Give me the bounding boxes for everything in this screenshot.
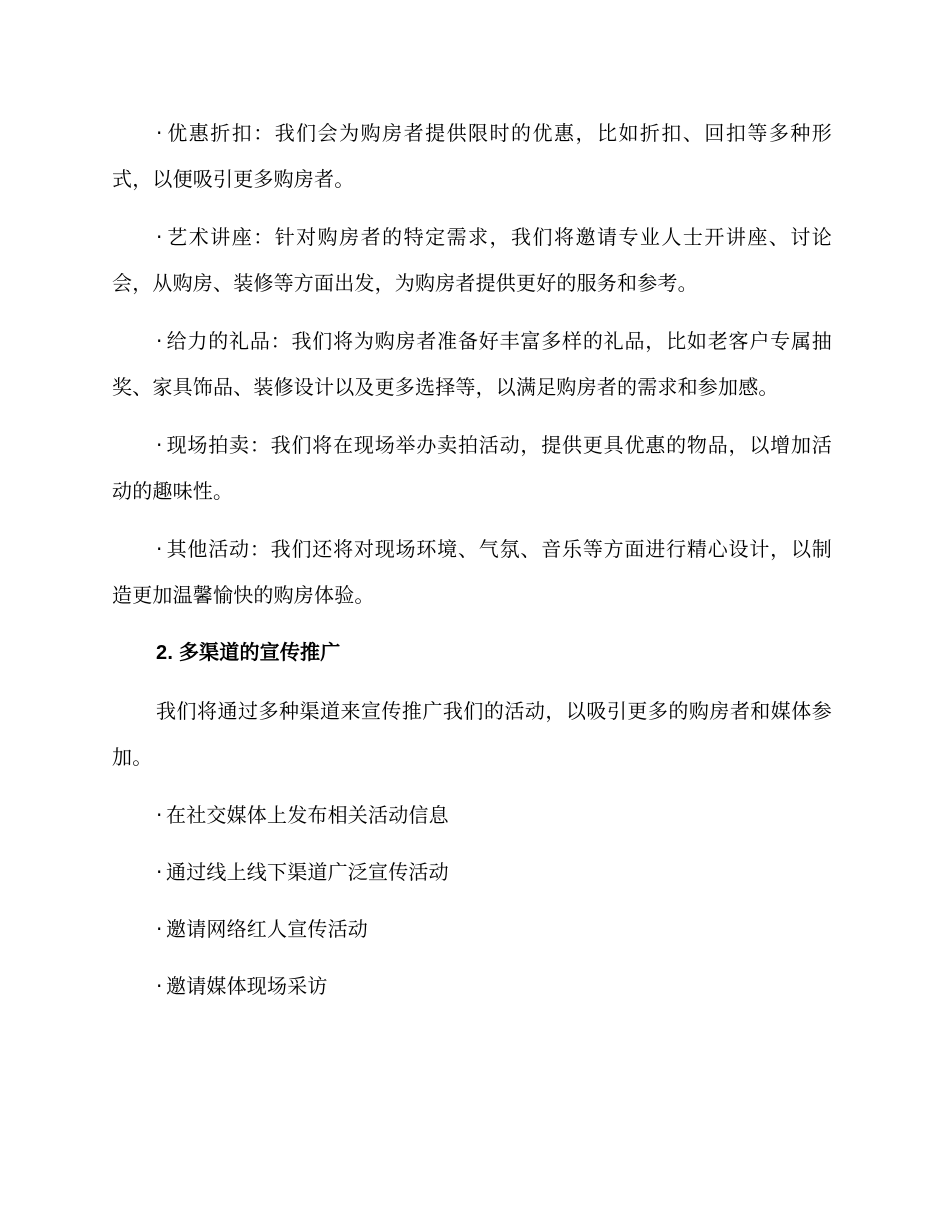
section-intro: 我们将通过多种渠道来宣传推广我们的活动，以吸引更多的购房者和媒体参加。 (112, 699, 832, 769)
bullet-dot: · (156, 917, 163, 941)
bullet-dot: · (156, 974, 163, 998)
section-title: 多渠道的宣传推广 (178, 642, 341, 664)
bullet-paragraph-discount (112, 110, 832, 202)
list-item-text: 邀请网络红人宣传活动 (166, 917, 368, 941)
bullet-dot: · (156, 329, 163, 353)
bullet-dot: · (156, 537, 163, 561)
bullet-dot: · (156, 433, 163, 457)
bullet-dot: · (156, 803, 163, 827)
list-item-text: 在社交媒体上发布相关活动信息 (166, 803, 449, 827)
bullet-paragraph-gifts (112, 318, 832, 410)
bullet-text: 艺术讲座：针对购房者的特定需求，我们将邀请专业人士开讲座、讨论会，从购房、装修等方面出发，为购房者提供更好的服务和参考。 (112, 225, 832, 295)
bullet-dot: · (156, 860, 163, 884)
section-number: 2. (156, 642, 174, 664)
bullet-paragraph-auction (112, 422, 832, 514)
bullet-text: 优惠折扣：我们会为购房者提供限时的优惠，比如折扣、回扣等多种形式，以便吸引更多购房者。 (112, 121, 832, 191)
bullet-text: 现场拍卖：我们将在现场举办卖拍活动，提供更具优惠的物品，以增加活动的趣味性。 (112, 433, 832, 503)
list-item-text: 通过线上线下渠道广泛宣传活动 (166, 860, 449, 884)
list-item (112, 963, 832, 1009)
section-heading (112, 630, 832, 676)
list-item-text: 邀请媒体现场采访 (166, 974, 328, 998)
bullet-paragraph-lecture (112, 214, 832, 306)
bullet-text: 其他活动：我们还将对现场环境、气氛、音乐等方面进行精心设计，以制造更加温馨愉快的购房体验。 (112, 537, 832, 607)
bullet-dot: · (156, 121, 163, 145)
list-item (112, 849, 832, 895)
list-item (112, 792, 832, 838)
list-item (112, 906, 832, 952)
bullet-text: 给力的礼品：我们将为购房者准备好丰富多样的礼品，比如老客户专属抽奖、家具饰品、装修设计以及更多选择等，以满足购房者的需求和参加感。 (112, 329, 832, 399)
document-body (112, 110, 832, 1020)
bullet-dot: · (156, 225, 163, 249)
bullet-paragraph-other (112, 526, 832, 618)
